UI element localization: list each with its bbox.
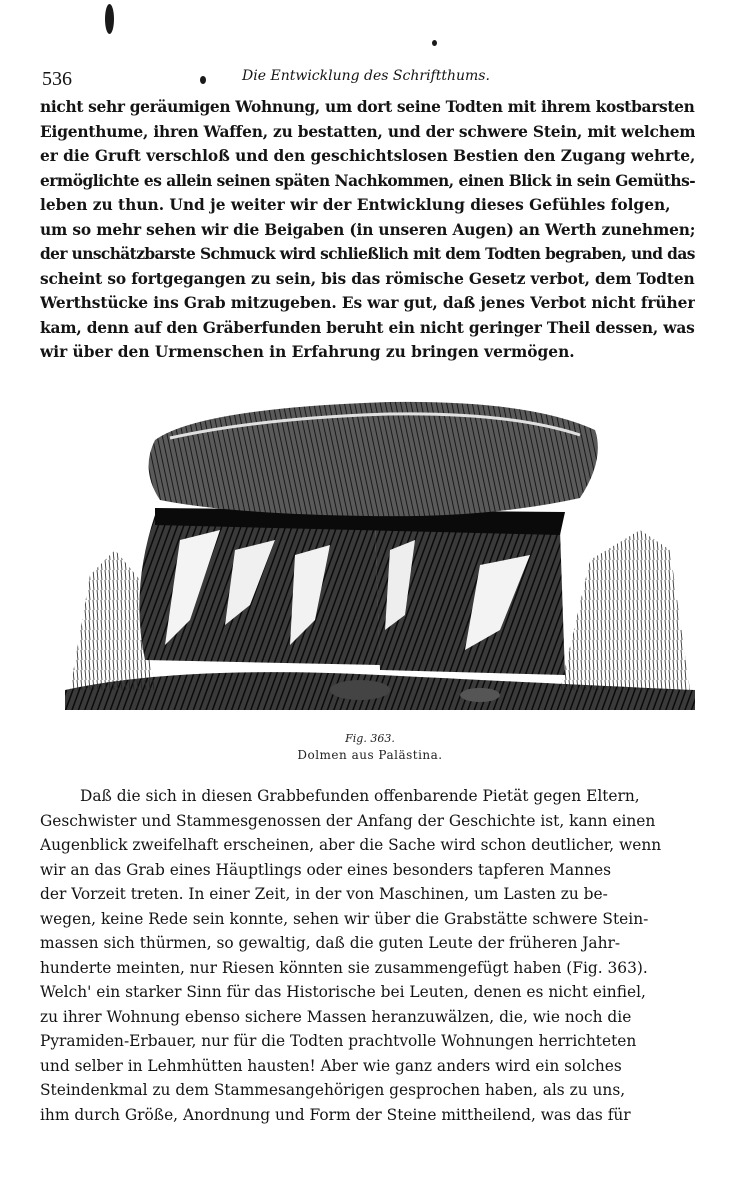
text-line: Daß die sich in diesen Grabbefunden offenbarende Pietät gegen Eltern,: [80, 787, 640, 805]
text-line: ihm durch Größe, Anordnung und Form der Steine mittheilend, was das für: [40, 1105, 631, 1124]
paragraph-1: [40, 95, 695, 365]
text-line: Eigenthume, ihren Waffen, zu bestatten, und der schwere Stein, mit welchem: [40, 122, 695, 141]
text-line: massen sich thürmen, so gewaltig, daß die guten Leute der früheren Jahr-: [40, 934, 621, 952]
text-line: zu ihrer Wohnung ebenso sichere Massen heranzuwälzen, die, wie noch die: [40, 1007, 632, 1026]
text-line: der unschätzbarste Schmuck wird schließlich mit dem Todten begraben, und das: [40, 245, 695, 263]
text-line: hunderte meinten, nur Riesen könnten sie zusammengefügt haben (Fig. 363).: [40, 958, 648, 977]
text-line: wir über den Urmenschen in Erfahrung zu bringen vermögen.: [40, 343, 575, 361]
text-line: scheint so fortgegangen zu sein, bis das römische Gesetz verbot, dem Todten: [40, 269, 695, 288]
text-line: wegen, keine Rede sein konnte, sehen wir über die Grabstätte schwere Stein-: [40, 909, 649, 928]
text-line: kam, denn auf den Gräberfunden beruht ein nicht geringer Theil dessen, was: [40, 318, 695, 337]
dolmen-illustration: [60, 390, 700, 720]
text-line: Geschwister und Stammesgenossen der Anfang der Geschichte ist, kann einen: [40, 811, 656, 830]
text-line: wir an das Grab eines Häuptlings oder eines besonders tapferen Mannes: [40, 860, 612, 879]
text-line: der Vorzeit treten. In einer Zeit, in der von Maschinen, um Lasten zu be-: [40, 885, 608, 903]
ink-speck: [105, 4, 114, 34]
text-line: Steindenkmal zu dem Stammesangehörigen gesprochen haben, als zu uns,: [40, 1081, 626, 1099]
text-line: leben zu thun. Und je weiter wir der Entwicklung dieses Gefühles folgen,: [40, 196, 671, 214]
text-line: Pyramiden-Erbauer, nur für die Todten prachtvolle Wohnungen herrichteten: [40, 1032, 637, 1050]
text-line: Welch' ein starker Sinn für das Historische bei Leuten, denen es nicht einfiel,: [40, 983, 646, 1001]
capstone: [149, 402, 598, 516]
text-line: um so mehr sehen wir die Beigaben (in unseren Augen) an Werth zunehmen;: [40, 220, 695, 239]
running-title: Die Entwicklung des Schriftthums.: [242, 68, 490, 84]
dolmen-engraving: [60, 390, 700, 720]
text-line: und selber in Lehmhütten hausten! Aber wie ganz anders wird ein solches: [40, 1056, 622, 1075]
figure-caption: Dolmen aus Palästina.: [297, 748, 443, 762]
text-line: ermöglichte es allein seinen späten Nachkommen, einen Blick in sein Gemüths-: [40, 171, 695, 190]
figure-number: Fig. 363.: [345, 732, 395, 745]
page-header: [42, 66, 690, 92]
text-line: er die Gruft verschloß und den geschichtslosen Bestien den Zugang wehrte,: [40, 147, 695, 165]
paragraph-2: [40, 784, 695, 1127]
text-line: Augenblick zweifelhaft erscheinen, aber die Sache wird schon deutlicher, wenn: [40, 836, 662, 854]
text-line: Werthstücke ins Grab mitzugeben. Es war gut, daß jenes Verbot nicht früher: [40, 294, 695, 312]
page-number: 536: [42, 68, 72, 90]
ink-speck: [432, 40, 437, 46]
text-line: nicht sehr geräumigen Wohnung, um dort seine Todten mit ihrem kostbarsten: [40, 98, 695, 116]
